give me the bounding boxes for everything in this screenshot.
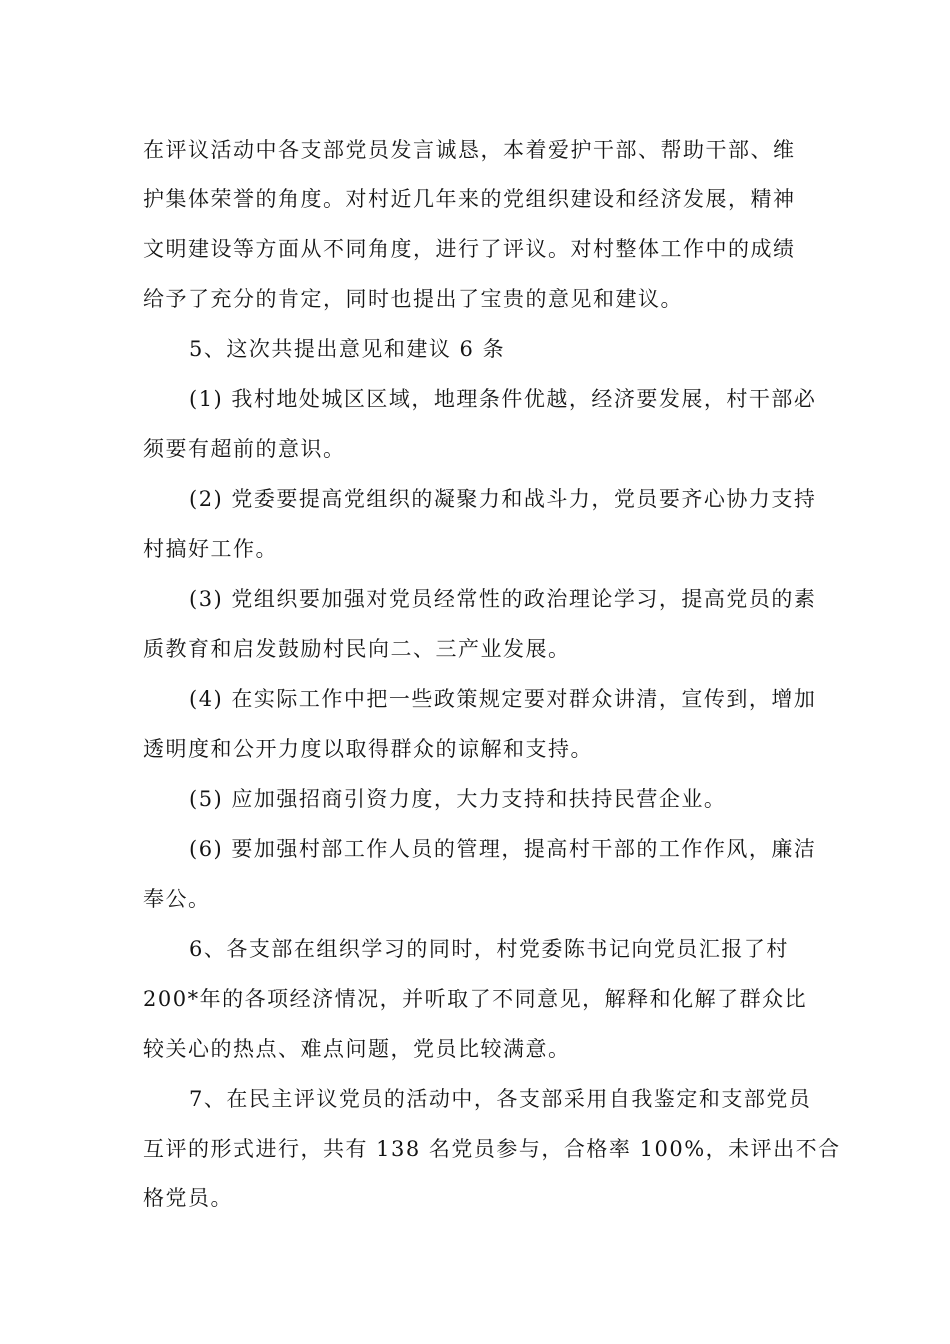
text-line: (5) 应加强招商引资力度，大力支持和扶持民营企业。 — [189, 787, 727, 811]
text-line: (2) 党委要提高党组织的凝聚力和战斗力，党员要齐心协力支持 — [189, 487, 817, 511]
text-line: 文明建设等方面从不同角度，进行了评议。对村整体工作中的成绩 — [143, 237, 796, 261]
text-line: 格党员。 — [143, 1186, 233, 1210]
text-line: (4) 在实际工作中把一些政策规定要对群众讲清，宣传到，增加 — [189, 687, 817, 711]
text-line: 6、各支部在组织学习的同时，村党委陈书记向党员汇报了村 — [189, 937, 789, 961]
text-line: 透明度和公开力度以取得群众的谅解和支持。 — [143, 737, 593, 761]
text-line: 质教育和启发鼓励村民向二、三产业发展。 — [143, 637, 571, 661]
text-line: 奉公。 — [143, 887, 211, 911]
text-line: 互评的形式进行，共有 138 名党员参与，合格率 100%，未评出不合 — [143, 1137, 841, 1161]
text-line: 7、在民主评议党员的活动中，各支部采用自我鉴定和支部党员 — [189, 1087, 812, 1111]
text-line: 在评议活动中各支部党员发言诚恳，本着爱护干部、帮助干部、维 — [143, 138, 796, 162]
text-line: 200*年的各项经济情况，并听取了不同意见，解释和化解了群众比 — [143, 987, 808, 1011]
text-line: 护集体荣誉的角度。对村近几年来的党组织建设和经济发展，精神 — [143, 187, 796, 211]
text-line: 较关心的热点、难点问题，党员比较满意。 — [143, 1037, 571, 1061]
text-line: 村搞好工作。 — [143, 537, 278, 561]
text-line: 须要有超前的意识。 — [143, 437, 346, 461]
text-line: 给予了充分的肯定，同时也提出了宝贵的意见和建议。 — [143, 287, 683, 311]
text-line: (3) 党组织要加强对党员经常性的政治理论学习，提高党员的素 — [189, 587, 817, 611]
text-line: (1) 我村地处城区区域，地理条件优越，经济要发展，村干部必 — [189, 387, 817, 411]
text-line: 5、这次共提出意见和建议 6 条 — [189, 337, 506, 361]
text-line: (6) 要加强村部工作人员的管理，提高村干部的工作作风，廉洁 — [189, 837, 817, 861]
